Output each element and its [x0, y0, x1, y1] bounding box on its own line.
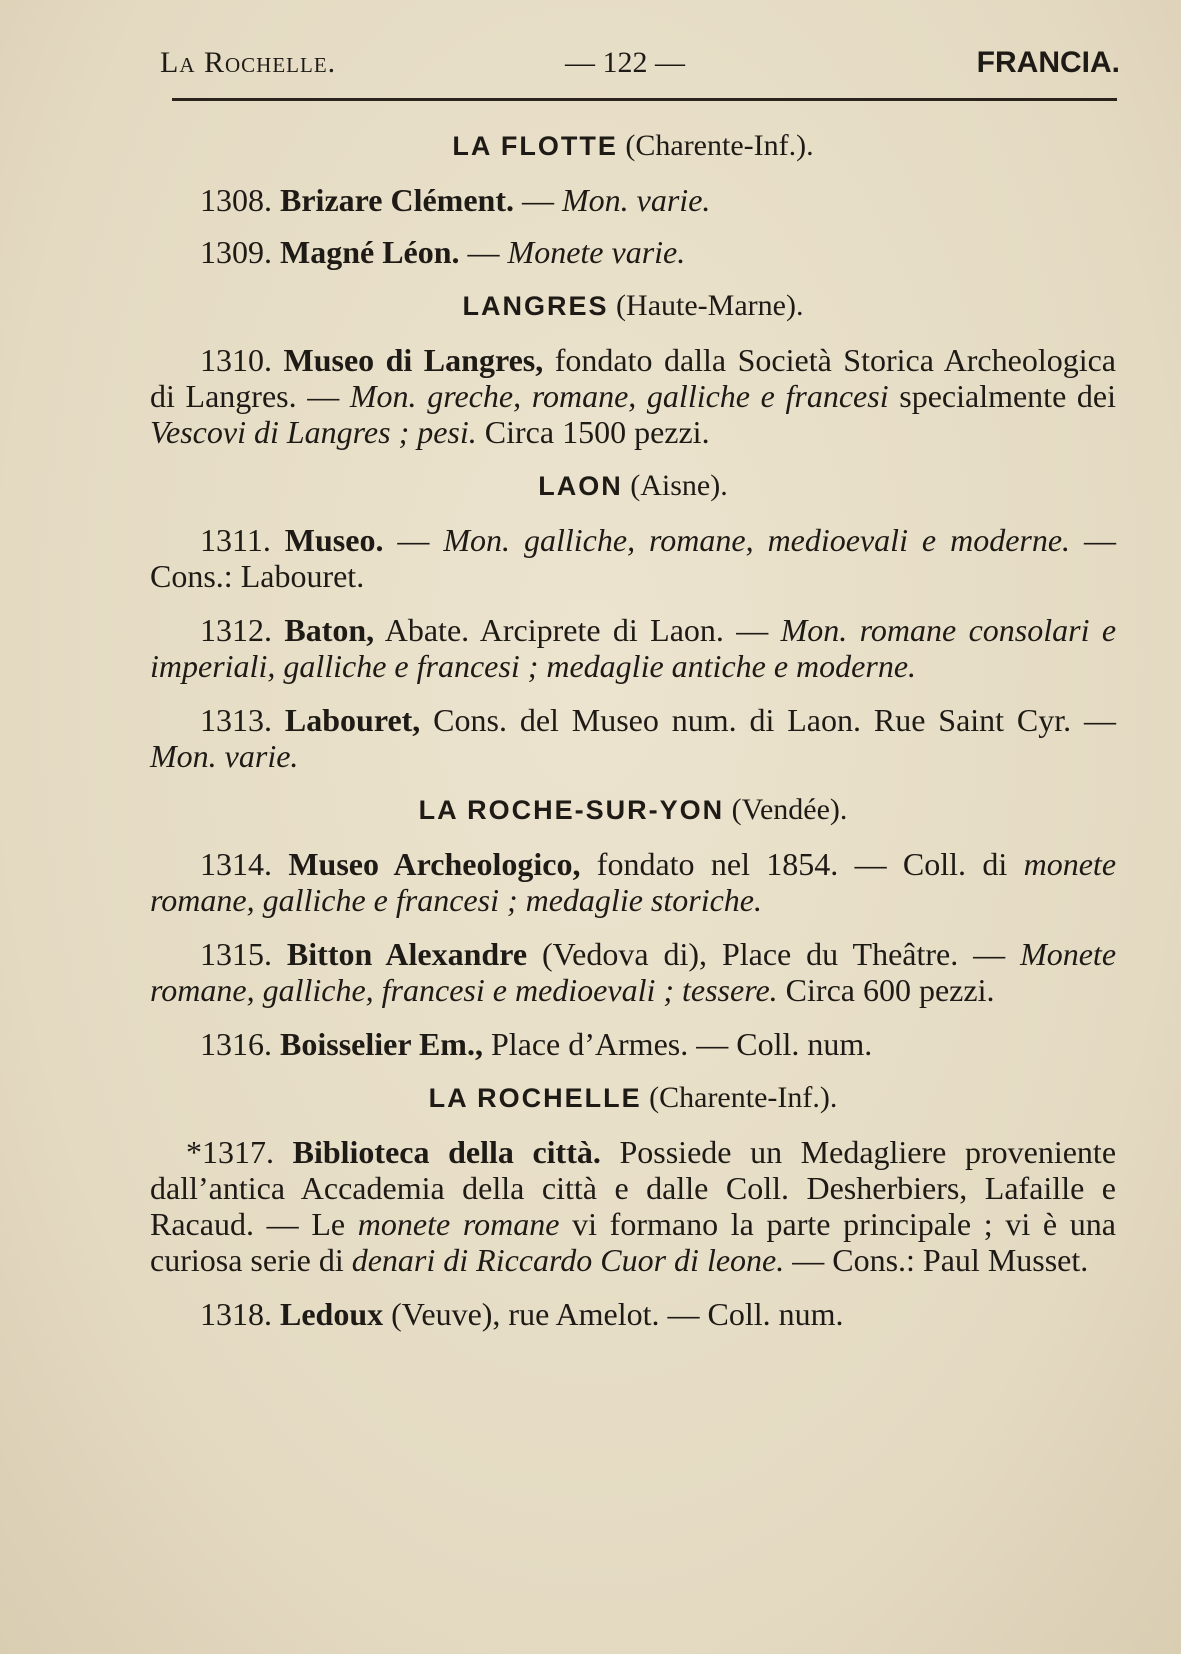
- entry: [150, 234, 1116, 270]
- entry-name: Bitton Alexandre: [286, 936, 528, 972]
- city-heading: [150, 288, 1116, 324]
- city-region: (Charente-Inf.).: [625, 129, 814, 162]
- entry-text: — Cons.: Labouret.: [150, 522, 1117, 594]
- city-name: LANGRES: [462, 291, 609, 321]
- entry: [150, 1026, 1116, 1062]
- entry-number: 1312.: [200, 612, 272, 648]
- entry-italic: Vescovi di Langres ; pesi.: [150, 414, 477, 450]
- entry-italic: monete romane: [357, 1206, 560, 1242]
- entry-italic: monete romane, galliche e francesi ; medaglie storiche.: [150, 846, 1117, 918]
- entry-name: Museo di Langres,: [283, 342, 544, 378]
- entry-text: Abate. Arciprete di Laon. —: [374, 612, 781, 648]
- entry-name: Baton,: [284, 612, 375, 648]
- entry-name: Boisselier Em.,: [280, 1026, 483, 1062]
- entry: [150, 522, 1116, 594]
- city-name: LA ROCHELLE: [428, 1083, 642, 1113]
- city-heading: [150, 1080, 1116, 1116]
- entry-text: (Veuve), rue Amelot. — Coll. num.: [383, 1296, 844, 1332]
- header-right: FRANCIA.: [976, 46, 1120, 79]
- city-heading: [150, 468, 1116, 504]
- entry-text: fondato dalla Società Storica Archeologica di Langres. —: [150, 342, 1116, 414]
- entry-number: 1318.: [200, 1296, 272, 1332]
- entry-text: Place d’Armes. — Coll. num.: [482, 1026, 873, 1062]
- entry: [150, 182, 1116, 218]
- entry-text: Possiede un Medagliere proveniente dall’antica Accademia della città e dalle Coll. Desherbiers, Lafaille e Racaud. — Le: [150, 1134, 1117, 1242]
- entry: [150, 612, 1116, 684]
- city-region: (Haute-Marne).: [616, 289, 804, 322]
- entry-italic: Monete romane, galliche, francesi e medioevali ; tessere.: [150, 936, 1117, 1008]
- header-rule: [172, 98, 1117, 101]
- entry: [150, 342, 1116, 450]
- entry-italic: Mon. varie.: [150, 738, 299, 774]
- entry-name: Museo.: [284, 522, 384, 558]
- entry-name: Museo Archeologico,: [288, 846, 581, 882]
- entry-italic: denari di Riccardo Cuor di leone.: [351, 1242, 785, 1278]
- city-name: LA ROCHE-SUR-YON: [418, 795, 725, 825]
- entry: [150, 846, 1116, 918]
- entry: [150, 1134, 1116, 1278]
- entry-name: Labouret,: [284, 702, 421, 738]
- entry-sep: —: [459, 234, 508, 270]
- entry-number: 1311.: [200, 522, 271, 558]
- entry-number: 1315.: [200, 936, 272, 972]
- page-number: — 122 —: [565, 46, 685, 79]
- running-header: [160, 46, 1120, 86]
- header-left: La Rochelle.: [160, 46, 337, 79]
- entry-text: —: [383, 522, 444, 558]
- entry-name: Biblioteca della città.: [292, 1134, 601, 1170]
- entry: [150, 936, 1116, 1008]
- entry-number: 1313.: [200, 702, 272, 738]
- entry-sep: —: [513, 182, 562, 218]
- entry-number: 1308.: [200, 182, 272, 218]
- city-region: (Vendée).: [731, 793, 848, 826]
- city-heading: [150, 792, 1116, 828]
- entry-name: Brizare Clément.: [280, 182, 514, 218]
- city-name: LA FLOTTE: [452, 131, 618, 161]
- entry-text: vi formano la parte principale ; vi è una curiosa serie di: [150, 1206, 1117, 1278]
- entry-text: Cons. del Museo num. di Laon. Rue Saint Cyr. —: [420, 702, 1117, 738]
- entry-italic: Mon. galliche, romane, medioevali e moderne.: [443, 522, 1071, 558]
- city-region: (Charente-Inf.).: [649, 1081, 838, 1114]
- entry: [150, 702, 1116, 774]
- entry-number: 1310.: [200, 342, 272, 378]
- entry-number: *1317.: [186, 1134, 274, 1170]
- entry: [150, 1296, 1116, 1332]
- entry-name: Ledoux: [280, 1296, 384, 1332]
- entry-italic: Mon. varie.: [561, 182, 711, 218]
- entry-italic: Monete varie.: [507, 234, 686, 270]
- entry-text: Circa 600 pezzi.: [777, 972, 995, 1008]
- city-region: (Aisne).: [630, 469, 728, 502]
- entry-italic: Mon. romane consolari e imperiali, galliche e francesi ; medaglie antiche e moderne.: [150, 612, 1117, 684]
- city-heading: [150, 128, 1116, 164]
- entry-text: (Vedova di), Place du Theâtre. —: [527, 936, 1021, 972]
- city-name: LAON: [538, 471, 623, 501]
- entry-name: Magné Léon.: [280, 234, 460, 270]
- entry-text: specialmente dei: [888, 378, 1117, 414]
- entry-text: fondato nel 1854. — Coll. di: [580, 846, 1024, 882]
- entry-text: Circa 1500 pezzi.: [476, 414, 710, 450]
- entry-number: 1316.: [200, 1026, 272, 1062]
- page-body: [150, 128, 1116, 1350]
- entry-italic: Mon. greche, romane, galliche e francesi: [349, 378, 889, 414]
- entry-text: — Cons.: Paul Musset.: [784, 1242, 1089, 1278]
- entry-number: 1314.: [200, 846, 272, 882]
- entry-number: 1309.: [200, 234, 272, 270]
